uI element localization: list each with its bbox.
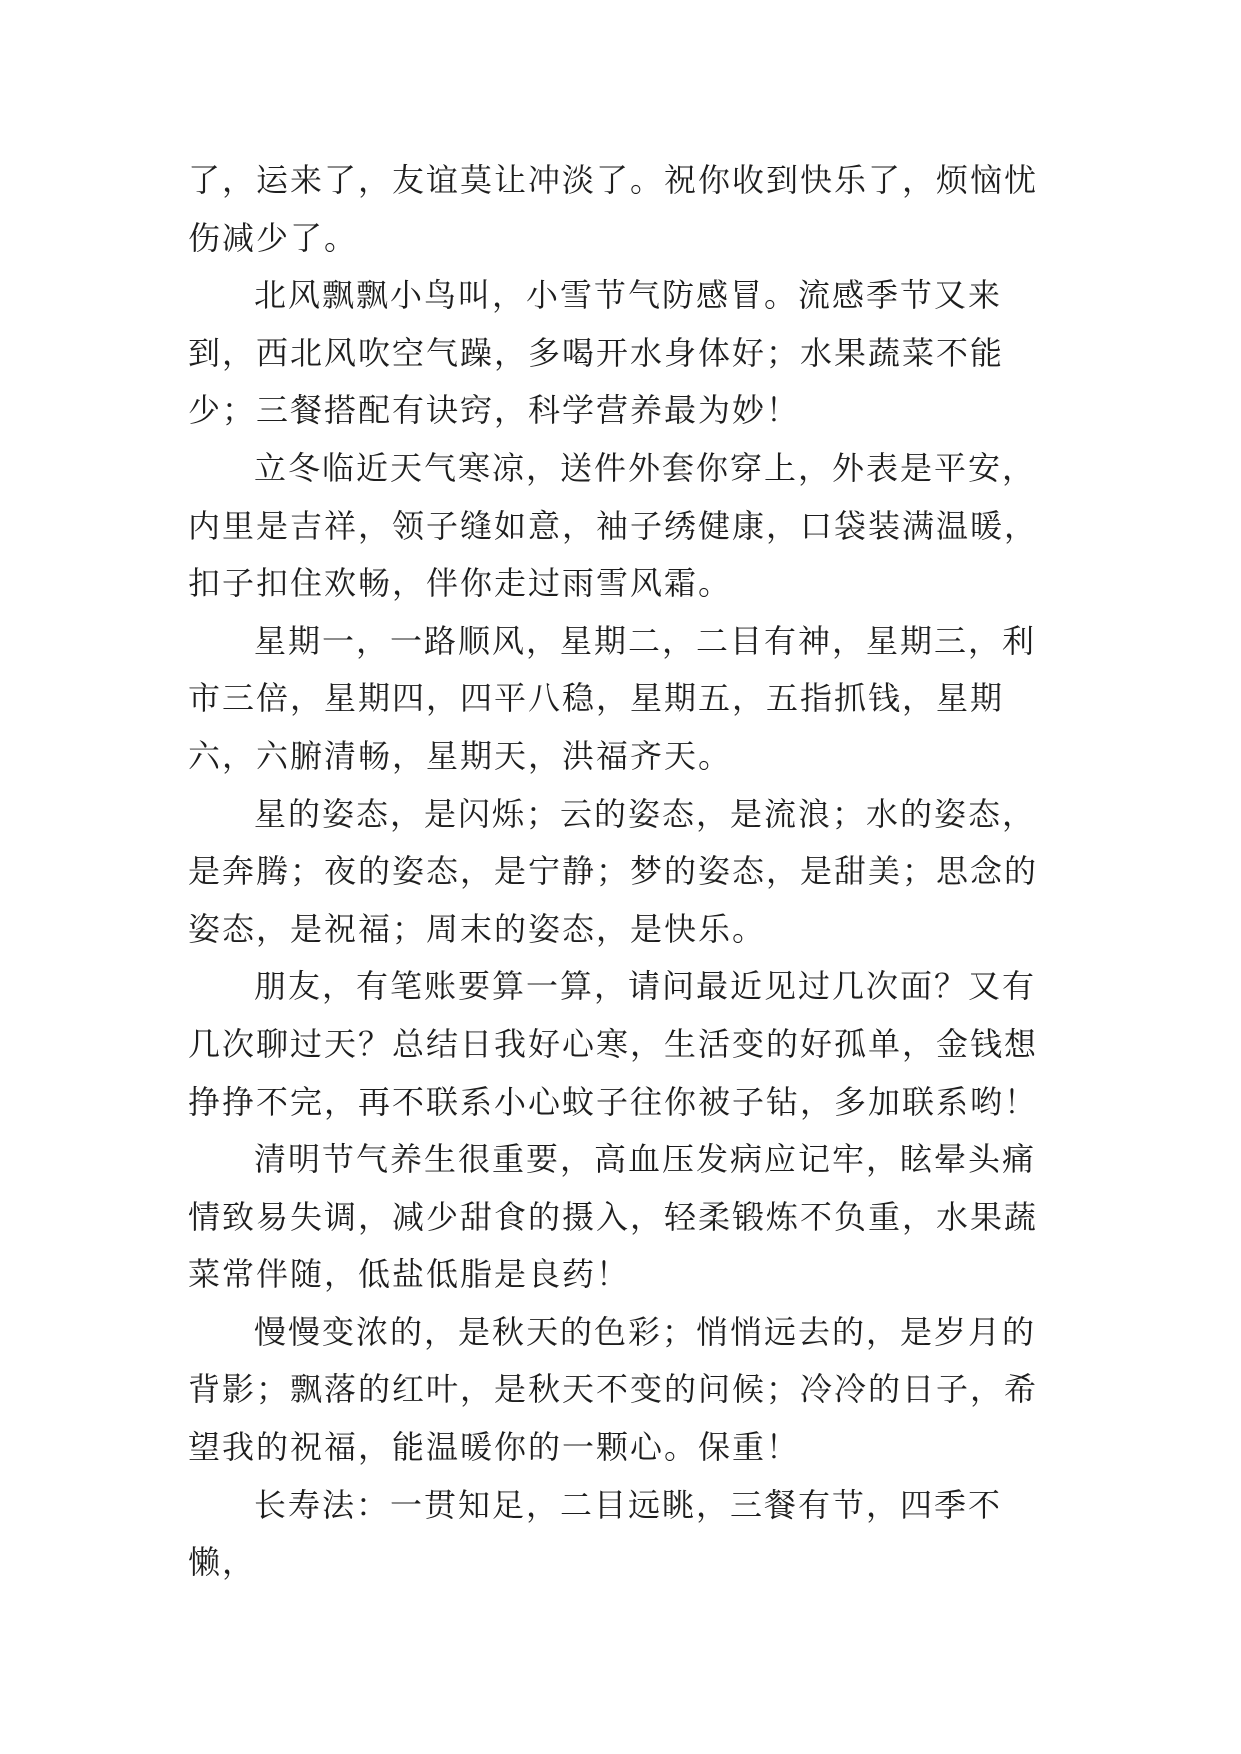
paragraph: 慢慢变浓的，是秋天的色彩；悄悄远去的，是岁月的背影；飘落的红叶，是秋天不变的问候；冷冷的日子，希望我的祝福，能温暖你的一颗心。保重！ <box>188 1312 1039 1467</box>
paragraph: 北风飘飘小鸟叫，小雪节气防感冒。流感季节又来到，西北风吹空气躁，多喝开水身体好；水果蔬菜不能少；三餐搭配有诀窍，科学营养最为妙！ <box>188 276 1005 430</box>
paragraph: 长寿法：一贯知足，二目远眺，三餐有节，四季不懒， <box>188 1485 1003 1582</box>
paragraph: 立冬临近天气寒凉，送件外套你穿上，外表是平安，内里是吉祥，领子缝如意，袖子绣健康，口袋装满温暖，扣子扣住欢畅，伴你走过雨雪风霜。 <box>188 448 1039 603</box>
paragraph: 星的姿态，是闪烁；云的姿态，是流浪；水的姿态，是奔腾；夜的姿态，是宁静；梦的姿态，是甜美；思念的姿态，是祝福；周末的姿态，是快乐。 <box>188 794 1039 948</box>
document-body <box>188 152 1068 1592</box>
paragraph: 清明节气养生很重要，高血压发病应记牢，眩晕头痛情致易失调，减少甜食的摄入，轻柔锻炼不负重，水果蔬菜常伴随，低盐低脂是良药！ <box>188 1140 1039 1294</box>
paragraph-continuation: 了，运来了，友谊莫让冲淡了。祝你收到快乐了，烦恼忧伤减少了。 <box>188 161 1039 257</box>
paragraph: 朋友，有笔账要算一算，请问最近见过几次面？又有几次聊过天？总结日我好心寒，生活变的好孤单，金钱想挣挣不完，再不联系小心蚊子往你被子钻，多加联系哟！ <box>188 967 1039 1121</box>
paragraph: 星期一，一路顺风，星期二，二目有神，星期三，利市三倍，星期四，四平八稳，星期五，五指抓钱，星期六，六腑清畅，星期天，洪福齐天。 <box>188 621 1037 775</box>
